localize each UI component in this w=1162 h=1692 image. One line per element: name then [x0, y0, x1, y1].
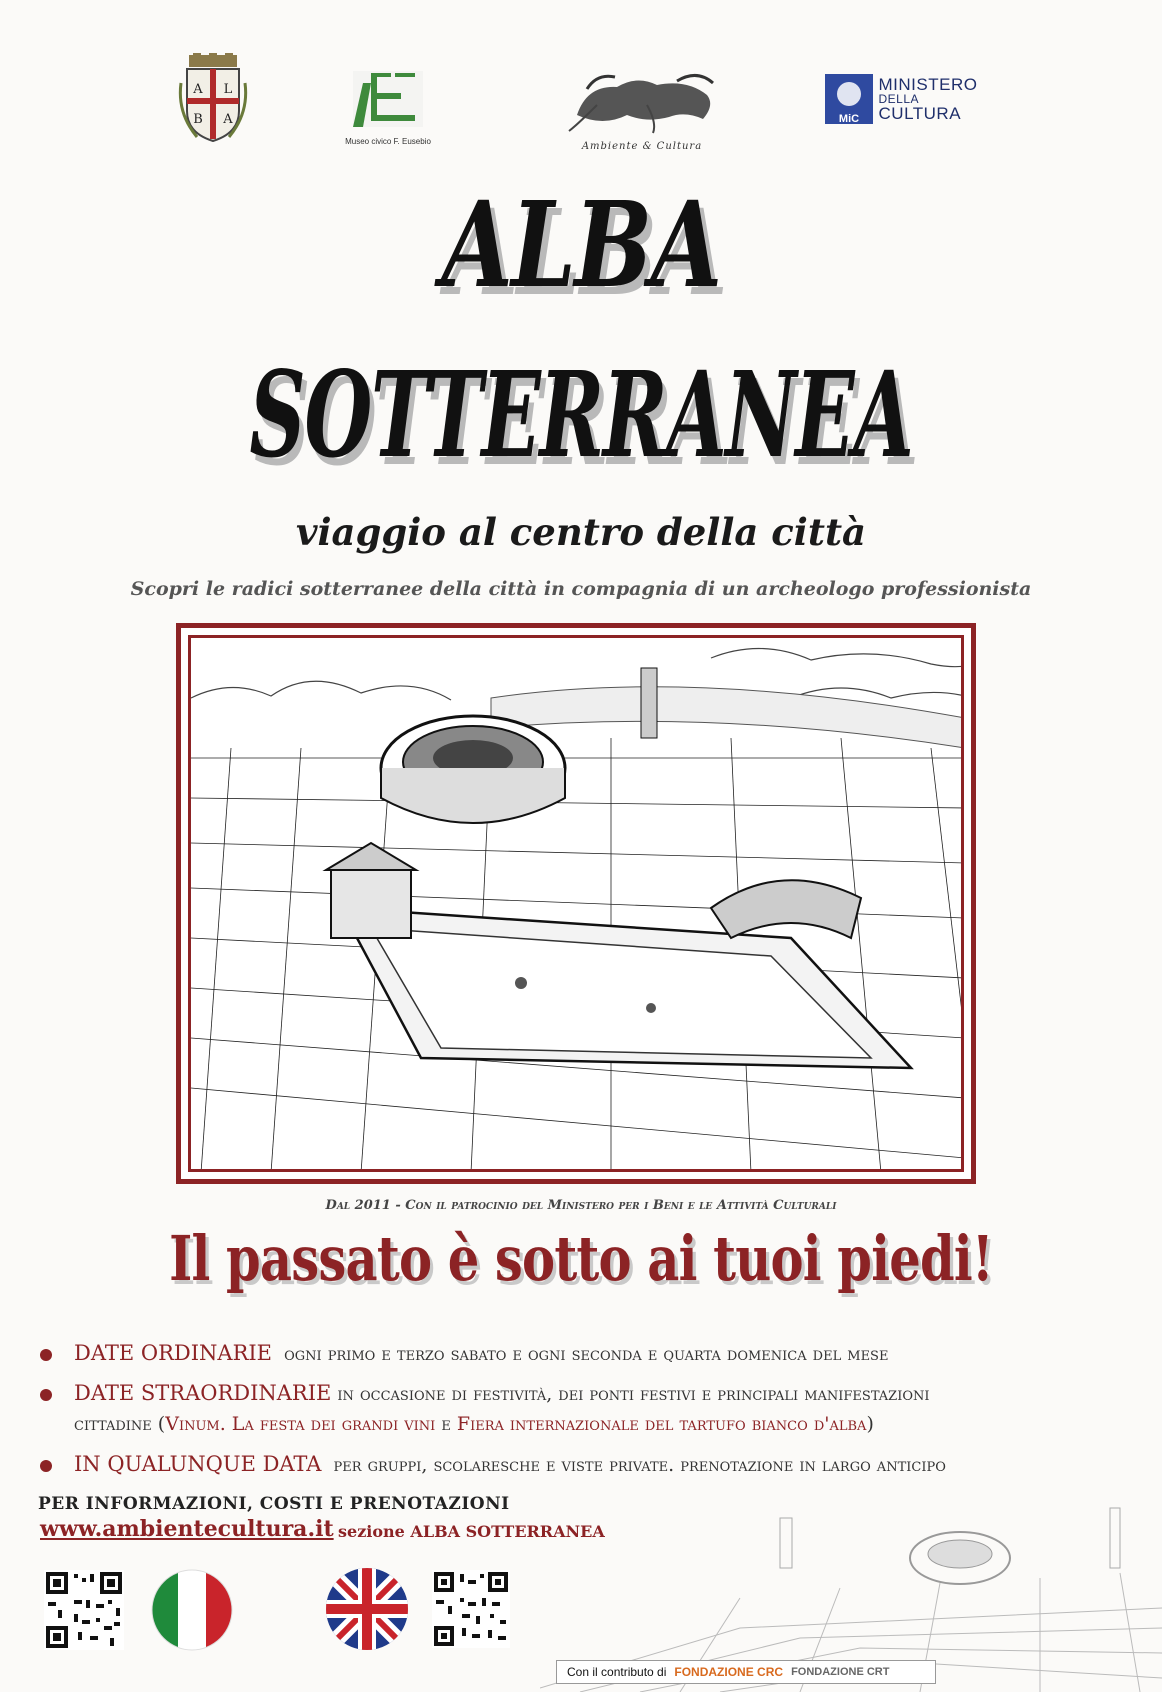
sponsor-strip — [556, 1660, 936, 1684]
ministry-line2: DELLA — [878, 91, 920, 106]
roman-city-drawing — [191, 638, 964, 1172]
bullet-icon — [40, 1349, 52, 1361]
headline: Il passato è sotto ai tuoi piedi! — [169, 1222, 993, 1295]
ministry-logo — [820, 70, 982, 128]
svg-text:B: B — [193, 112, 203, 127]
ministry-line1: MINISTERO — [878, 74, 978, 94]
ordinary-text: ogni primo e terzo sabato e ogni seconda e quarta domenica del mese — [284, 1343, 889, 1365]
website-section: sezione ALBA SOTTERRANEA — [338, 1522, 605, 1541]
extra-text-1: in occasione di festività, dei ponti festivi e principali manifestazioni — [337, 1383, 930, 1405]
qr-code-italian-icon[interactable] — [44, 1570, 124, 1650]
bull-icon — [557, 65, 727, 137]
ministry-abbr: MiC — [838, 113, 859, 125]
bullet-icon — [40, 1460, 52, 1472]
uk-flag-icon[interactable] — [324, 1566, 410, 1652]
ordinary-label: DATE ORDINARIE — [74, 1341, 273, 1365]
extra-event-2: Fiera internazionale del tartufo bianco d'alba — [456, 1413, 867, 1435]
museum-e-icon — [343, 63, 433, 133]
title-line-1: ALBA — [441, 175, 721, 314]
sponsor-label: Con il contributo di — [567, 1665, 667, 1679]
contact-heading: PER INFORMAZIONI, COSTI E PRENOTAZIONI — [38, 1494, 510, 1514]
svg-text:A: A — [193, 82, 203, 97]
roman-city-illustration — [188, 635, 964, 1172]
italian-flag-icon[interactable] — [150, 1568, 234, 1652]
website-link[interactable]: www.ambientecultura.it — [40, 1516, 334, 1542]
museum-logo — [332, 56, 444, 152]
title-line-2: SOTTERRANEA — [249, 345, 913, 484]
svg-text:L: L — [223, 82, 233, 97]
any-label: IN QUALUNQUE DATA — [74, 1452, 322, 1476]
association-logo — [552, 58, 732, 158]
sponsor-crt: FONDAZIONE CRT — [791, 1666, 890, 1678]
extra-label: DATE STRAORDINARIE — [74, 1381, 332, 1405]
extra-text-2 — [74, 1413, 874, 1435]
ministry-name — [879, 76, 978, 123]
subtitle: viaggio al centro della città — [295, 510, 867, 554]
svg-text:A: A — [223, 112, 233, 127]
any-text: per gruppi, scolaresche e viste private. prenotazione in largo anticipo — [333, 1454, 946, 1476]
extra-text-2-post: ) — [866, 1413, 874, 1435]
extra-event-1: Vinum. La festa dei grandi vini — [165, 1413, 436, 1435]
ministry-line3: CULTURA — [878, 104, 962, 124]
association-caption: Ambiente & Cultura — [581, 140, 703, 152]
patronage-note: Dal 2011 - Con il patrocinio del Ministero per i Beni e le Attività Culturali — [325, 1198, 837, 1213]
museum-caption: Museo civico F. Eusebio — [345, 136, 431, 146]
illustration-frame — [176, 623, 976, 1184]
extra-text-2-pre: cittadine ( — [74, 1413, 166, 1435]
extra-and: e — [435, 1413, 457, 1435]
city-crest-logo — [175, 52, 251, 144]
tagline: Scopri le radici sotterranee della città in compagnia di un archeologo professionista — [130, 578, 1032, 600]
bullet-icon — [40, 1389, 52, 1401]
ministry-mark-icon — [825, 72, 873, 126]
qr-code-english-icon[interactable] — [432, 1570, 510, 1648]
city-crest-icon — [177, 53, 249, 143]
sponsor-crc: FONDAZIONE CRC — [674, 1665, 784, 1679]
